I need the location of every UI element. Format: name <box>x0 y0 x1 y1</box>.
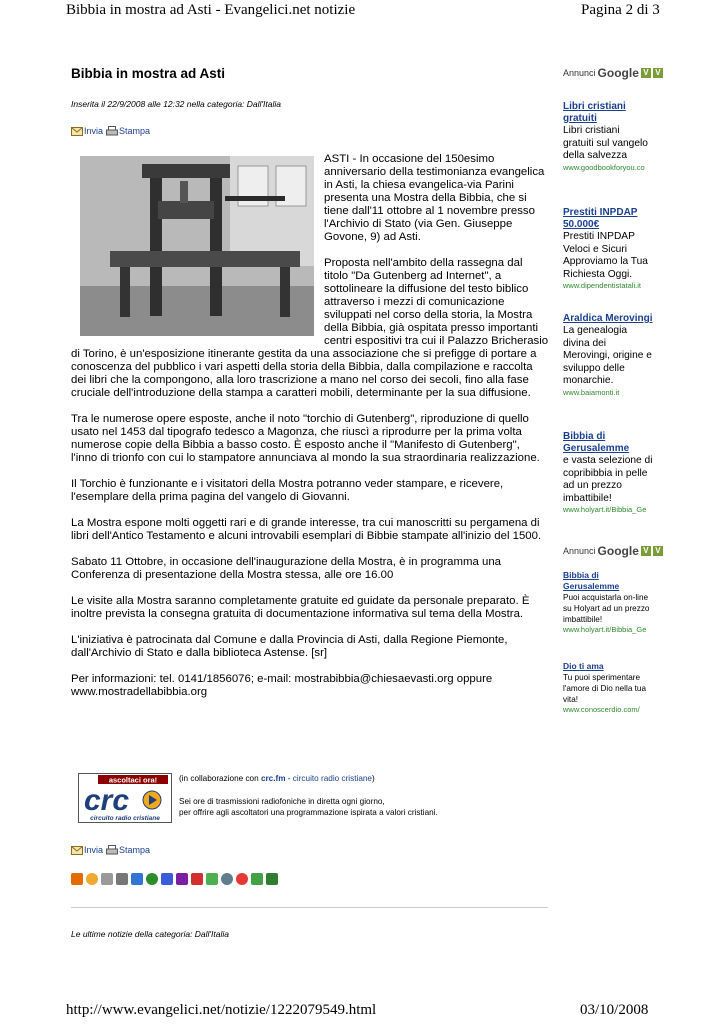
crc-logo[interactable] <box>78 773 172 828</box>
article-paragraph: Per informazioni: tel. 0141/1856076; e-mail: mostrabibbia@chiesaevasti.org oppure www.mostradellabibbia.org <box>71 673 493 698</box>
nav-back-icon[interactable]: V <box>641 546 651 556</box>
share-icon[interactable] <box>101 873 113 885</box>
ad-desc: La genealogia divina dei Merovingi, origine e sviluppo delle monarchie. <box>563 325 652 386</box>
article-body <box>71 153 549 712</box>
ad-title[interactable]: Prestiti INPDAP 50.000€ <box>563 207 638 230</box>
bookmark-icon[interactable] <box>86 873 98 885</box>
article-paragraph: ASTI - In occasione del 150esimo anniversario della testimonianza evangelica in Asti, la chiesa evangelica-via Parini presenta una Mostra della Bibbia, che si tiene dall'11 ottobre al 1 novembre presso l'Archivio di Stato (via Gen. Giuseppe Govone, 9) ad Asti. <box>324 153 545 243</box>
play-icon[interactable] <box>251 873 263 885</box>
article-paragraph: Il Torchio è funzionante e i visitatori della Mostra potranno veder stampare, e ricevere, l'esemplare della prima pagina del vangelo di Giovanni. <box>71 478 504 503</box>
ad-url[interactable]: www.dipendentistatali.it <box>563 281 641 290</box>
blink-icon[interactable] <box>236 873 248 885</box>
ad-title[interactable]: Bibbia di Gerusalemme <box>563 431 630 454</box>
ad-item[interactable] <box>563 101 653 172</box>
ads-by-google-top[interactable] <box>563 66 663 80</box>
ad-item[interactable] <box>563 313 653 397</box>
ad-item[interactable] <box>563 431 653 514</box>
social-bookmarks <box>71 873 281 885</box>
delicious-icon[interactable] <box>131 873 143 885</box>
print-header-title: Bibbia in mostra ad Asti - Evangelici.net notizie <box>66 2 356 18</box>
ad-url[interactable]: www.holyart.it/Bibbia_Ge <box>563 625 647 634</box>
article-paragraph: La Mostra espone molti oggetti rari e di grande interesse, tra cui manoscritti su pergamena di libri dell'Antico Testamento e alcuni introvabili esemplari di Bibbie stampate all'inizio del 1500. <box>71 517 542 542</box>
envelope-icon <box>71 845 83 855</box>
printer-icon <box>106 845 118 855</box>
article-tools-bottom <box>71 845 153 855</box>
technorati-icon[interactable] <box>206 873 218 885</box>
send-link[interactable]: Invia <box>84 126 104 136</box>
ad-desc: Libri cristiani gratuiti sul vangelo della salvezza <box>563 125 648 161</box>
article-meta: Inserita il 22/9/2008 alle 12:32 nella categoria: Dall'Italia <box>71 99 282 109</box>
nav-next-icon[interactable]: V <box>653 546 663 556</box>
ma-gnolia-icon[interactable] <box>221 873 233 885</box>
crc-logo-big: crc <box>84 784 130 817</box>
print-link[interactable]: Stampa <box>119 126 151 136</box>
crc-logo-bottom: circuito radio cristiane <box>90 815 160 822</box>
crc-collab-suffix: ) <box>371 774 375 783</box>
last-news-heading: Le ultime notizie della categoria: Dall'Italia <box>71 929 230 939</box>
spurl-icon[interactable] <box>266 873 278 885</box>
envelope-icon <box>71 126 83 136</box>
print-footer-date: 03/10/2008 <box>580 1002 649 1018</box>
furl-icon[interactable] <box>191 873 203 885</box>
crc-line-2: per offrire agli ascoltatori una programmazione ispirata a valori cristiani. <box>179 808 438 817</box>
google-icon[interactable] <box>161 873 173 885</box>
google-brand: Google <box>597 544 639 558</box>
ad-item[interactable] <box>563 661 653 714</box>
nav-next-icon[interactable]: V <box>653 68 663 78</box>
dinho-icon[interactable] <box>71 873 83 885</box>
article-paragraph: Sabato 11 Ottobre, in occasione dell'inaugurazione della Mostra, è in programma una Conferenza di presentazione della Mostra stessa, alle ore 16.00 <box>71 556 502 581</box>
ads-label: Annunci <box>563 546 596 556</box>
ad-url[interactable]: www.baiamonti.it <box>563 387 620 397</box>
divider <box>71 907 548 908</box>
article-paragraph: Proposta nell'ambito della rassegna dal titolo "Da Gutenberg ad Internet", a sottolineare la diffusione del testo biblico attraverso i mezzi di comunicazione sviluppati nel corso della storia, la Mostra della Bibbia, già ospitata presso importanti centri espositivi tra cui il Palazzo Bricherasio di Torino, è un'esposizione itinerante gestita da una associazione che si prefigge di portare a conoscenza del pubblico i vari aspetti della storia della Bibbia, dalla compilazione e raccolta dei libri che la compongono, alla loro trascrizione a mano nel corso dei secoli, fino alla fase cruciale dell'introduzione della stampa a caratteri mobili, determinante per la sua diffusione. <box>71 257 549 399</box>
ad-desc: Prestiti INPDAP Veloci e Sicuri Approviamo la Tua Richiesta Oggi. <box>563 231 648 280</box>
printer-icon <box>106 126 118 136</box>
article-title: Bibbia in mostra ad Asti <box>71 66 226 81</box>
reddit-icon[interactable] <box>116 873 128 885</box>
ads-by-google-bottom[interactable] <box>563 544 663 558</box>
google-brand: Google <box>597 66 639 80</box>
ad-title[interactable]: Dio ti ama <box>563 661 604 671</box>
stumble-icon[interactable] <box>146 873 158 885</box>
crc-line-1: Sei ore di trasmissioni radiofoniche in diretta ogni giorno, <box>179 796 385 806</box>
crc-collab-sep: - <box>285 774 293 783</box>
article-tools-top <box>71 126 153 136</box>
crc-description <box>179 773 438 819</box>
ad-title[interactable]: Araldica Merovingi <box>563 313 653 324</box>
ad-title[interactable]: Bibbia di Gerusalemme <box>563 570 620 591</box>
crc-link[interactable]: crc.fm <box>260 774 286 783</box>
ad-title[interactable]: Libri cristiani gratuiti <box>563 101 626 124</box>
send-link[interactable]: Invia <box>84 845 104 855</box>
article-paragraph: Tra le numerose opere esposte, anche il noto "torchio di Gutenberg", riproduzione di quello usato nel 1453 dal tipografo tedesco a Magonza, che riuscì a riprodurre per la prima volta numerose copie della Bibbia a basso costo. È esposto anche il "Manifesto di Gutenberg", l'inno di trionfo con cui lo stampatore annunciava al mondo la sua straordinaria realizzazione. <box>71 413 540 464</box>
ad-item[interactable] <box>563 570 653 634</box>
ad-url[interactable]: www.goodbookforyou.co <box>563 162 645 172</box>
ad-url[interactable]: www.holyart.it/Bibbia_Ge <box>563 505 647 514</box>
ads-label: Annunci <box>563 68 596 78</box>
crc-collab-prefix: (in collaborazione con <box>179 774 261 783</box>
nav-back-icon[interactable]: V <box>641 68 651 78</box>
print-footer-url: http://www.evangelici.net/notizie/1222079549.html <box>66 1002 377 1018</box>
ad-desc: Tu puoi sperimentare l'amore di Dio nella tua vita! <box>563 673 647 704</box>
article-paragraph: Le visite alla Mostra saranno completamente gratuite ed guidate da personale preparato. È inoltre prevista la consegna gratuita di documentazione informativa sul tema della Mostra. <box>71 595 530 620</box>
gutenberg-press-photo <box>80 156 314 336</box>
print-link[interactable]: Stampa <box>119 845 151 855</box>
yahoo-icon[interactable] <box>176 873 188 885</box>
print-header-page: Pagina 2 di 3 <box>581 2 660 18</box>
ad-item[interactable] <box>563 207 653 290</box>
ad-url[interactable]: www.conoscerdio.com/ <box>563 705 640 714</box>
article-paragraph: L'iniziativa è patrocinata dal Comune e dalla Provincia di Asti, dalla Regione Piemonte, dall'Archivio di Stato e dalla biblioteca Astense. [sr] <box>71 634 508 659</box>
crc-logo-top: ascoltaci ora! <box>108 775 158 785</box>
ad-desc: e vasta selezione di copribibbia in pelle ad un prezzo imbattibile! <box>563 455 653 504</box>
ad-desc: Puoi acquistarla on-line su Holyart ad un prezzo imbattibile! <box>563 593 650 624</box>
crc-collab-desc[interactable]: circuito radio cristiane <box>292 774 372 783</box>
